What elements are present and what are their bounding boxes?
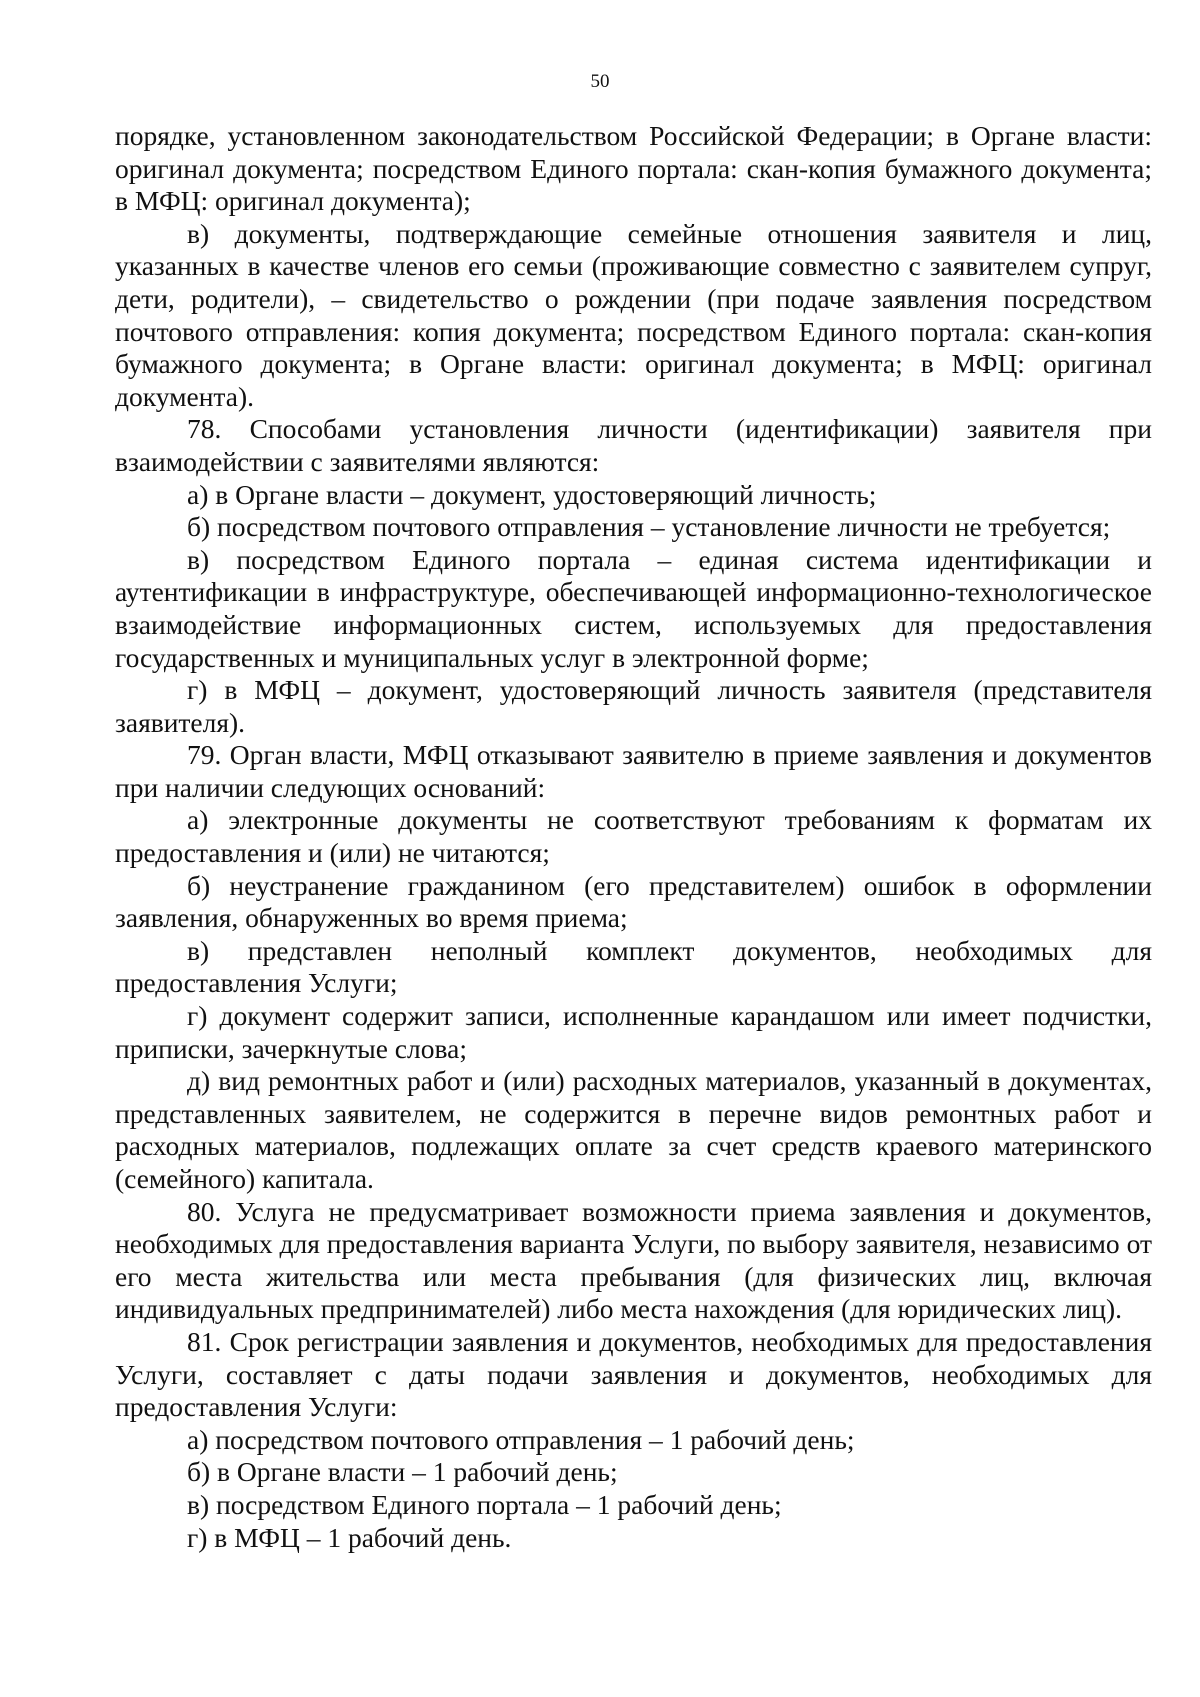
paragraph-79-d: д) вид ремонтных работ и (или) расходных материалов, указанный в документах, представленных заявителем, не содержится в перечне видов ремонтных работ и расходных материалов, подлежащих оплате за счет средств краевого материнского (семейного) капитала. — [115, 1065, 1152, 1194]
paragraph-81-a: а) посредством почтового отправления – 1 рабочий день; — [187, 1423, 855, 1455]
paragraph-78-v: в) посредством Единого портала – единая система идентификации и аутентификации в инфраструктуре, обеспечивающей информационно-технологическое взаимодействие информационных систем, используемых для предоставления государственных и муниципальных услуг в электронной форме; — [115, 543, 1152, 673]
paragraph-81-v: в) посредством Единого портала – 1 рабочий день; — [187, 1488, 782, 1520]
paragraph-79: 79. Орган власти, МФЦ отказывают заявителю в приеме заявления и документов при наличии следующих оснований: — [115, 739, 1152, 803]
paragraph-81: 81. Срок регистрации заявления и документов, необходимых для предоставления Услуги, составляет с даты подачи заявления и документов, необходимых для предоставления Услуги: — [115, 1325, 1152, 1423]
paragraph-78-g: г) в МФЦ – документ, удостоверяющий личность заявителя (представителя заявителя). — [115, 674, 1152, 738]
page-number: 50 — [590, 71, 610, 92]
paragraph-78: 78. Способами установления личности (идентификации) заявителя при взаимодействии с заявителями являются: — [115, 413, 1152, 477]
paragraph-80: 80. Услуга не предусматривает возможности приема заявления и документов, необходимых для предоставления варианта Услуги, по выбору заявителя, независимо от его места жительства или места пребывания (для физических лиц, включая индивидуальных предпринимателей) либо места нахождения (для юридических лиц). — [115, 1195, 1152, 1325]
paragraph-79-g: г) документ содержит записи, исполненные карандашом или имеет подчистки, приписки, зачеркнутые слова; — [115, 1000, 1152, 1064]
paragraph-family-documents: в) документы, подтверждающие семейные отношения заявителя и лиц, указанных в качестве членов его семьи (проживающие совместно с заявителем супруг, дети, родители), – свидетельство о рождении (при подаче заявления посредством почтового отправления: копия документа; посредством Единого портала: скан-копия бумажного документа; в Органе власти: оригинал документа; в МФЦ: оригинал документа). — [115, 217, 1152, 412]
paragraph-81-g: г) в МФЦ – 1 рабочий день. — [187, 1521, 512, 1553]
paragraph-78-a: а) в Органе власти – документ, удостоверяющий личность; — [187, 478, 877, 510]
paragraph-81-b: б) в Органе власти – 1 рабочий день; — [187, 1456, 618, 1488]
paragraph-79-v: в) представлен неполный комплект документов, необходимых для предоставления Услуги; — [115, 934, 1152, 999]
document-body — [115, 120, 1152, 1554]
paragraph-continuation: порядке, установленном законодательством Российской Федерации; в Органе власти: оригинал документа; посредством Единого портала: скан-копия бумажного документа; в МФЦ: оригинал документа); — [115, 120, 1152, 217]
paragraph-79-b: б) неустранение гражданином (его представителем) ошибок в оформлении заявления, обнаруженных во время приема; — [115, 869, 1152, 934]
paragraph-78-b: б) посредством почтового отправления – установление личности не требуется; — [187, 511, 1111, 543]
paragraph-79-a: а) электронные документы не соответствуют требованиям к форматам их предоставления и (или) не читаются; — [115, 804, 1152, 869]
